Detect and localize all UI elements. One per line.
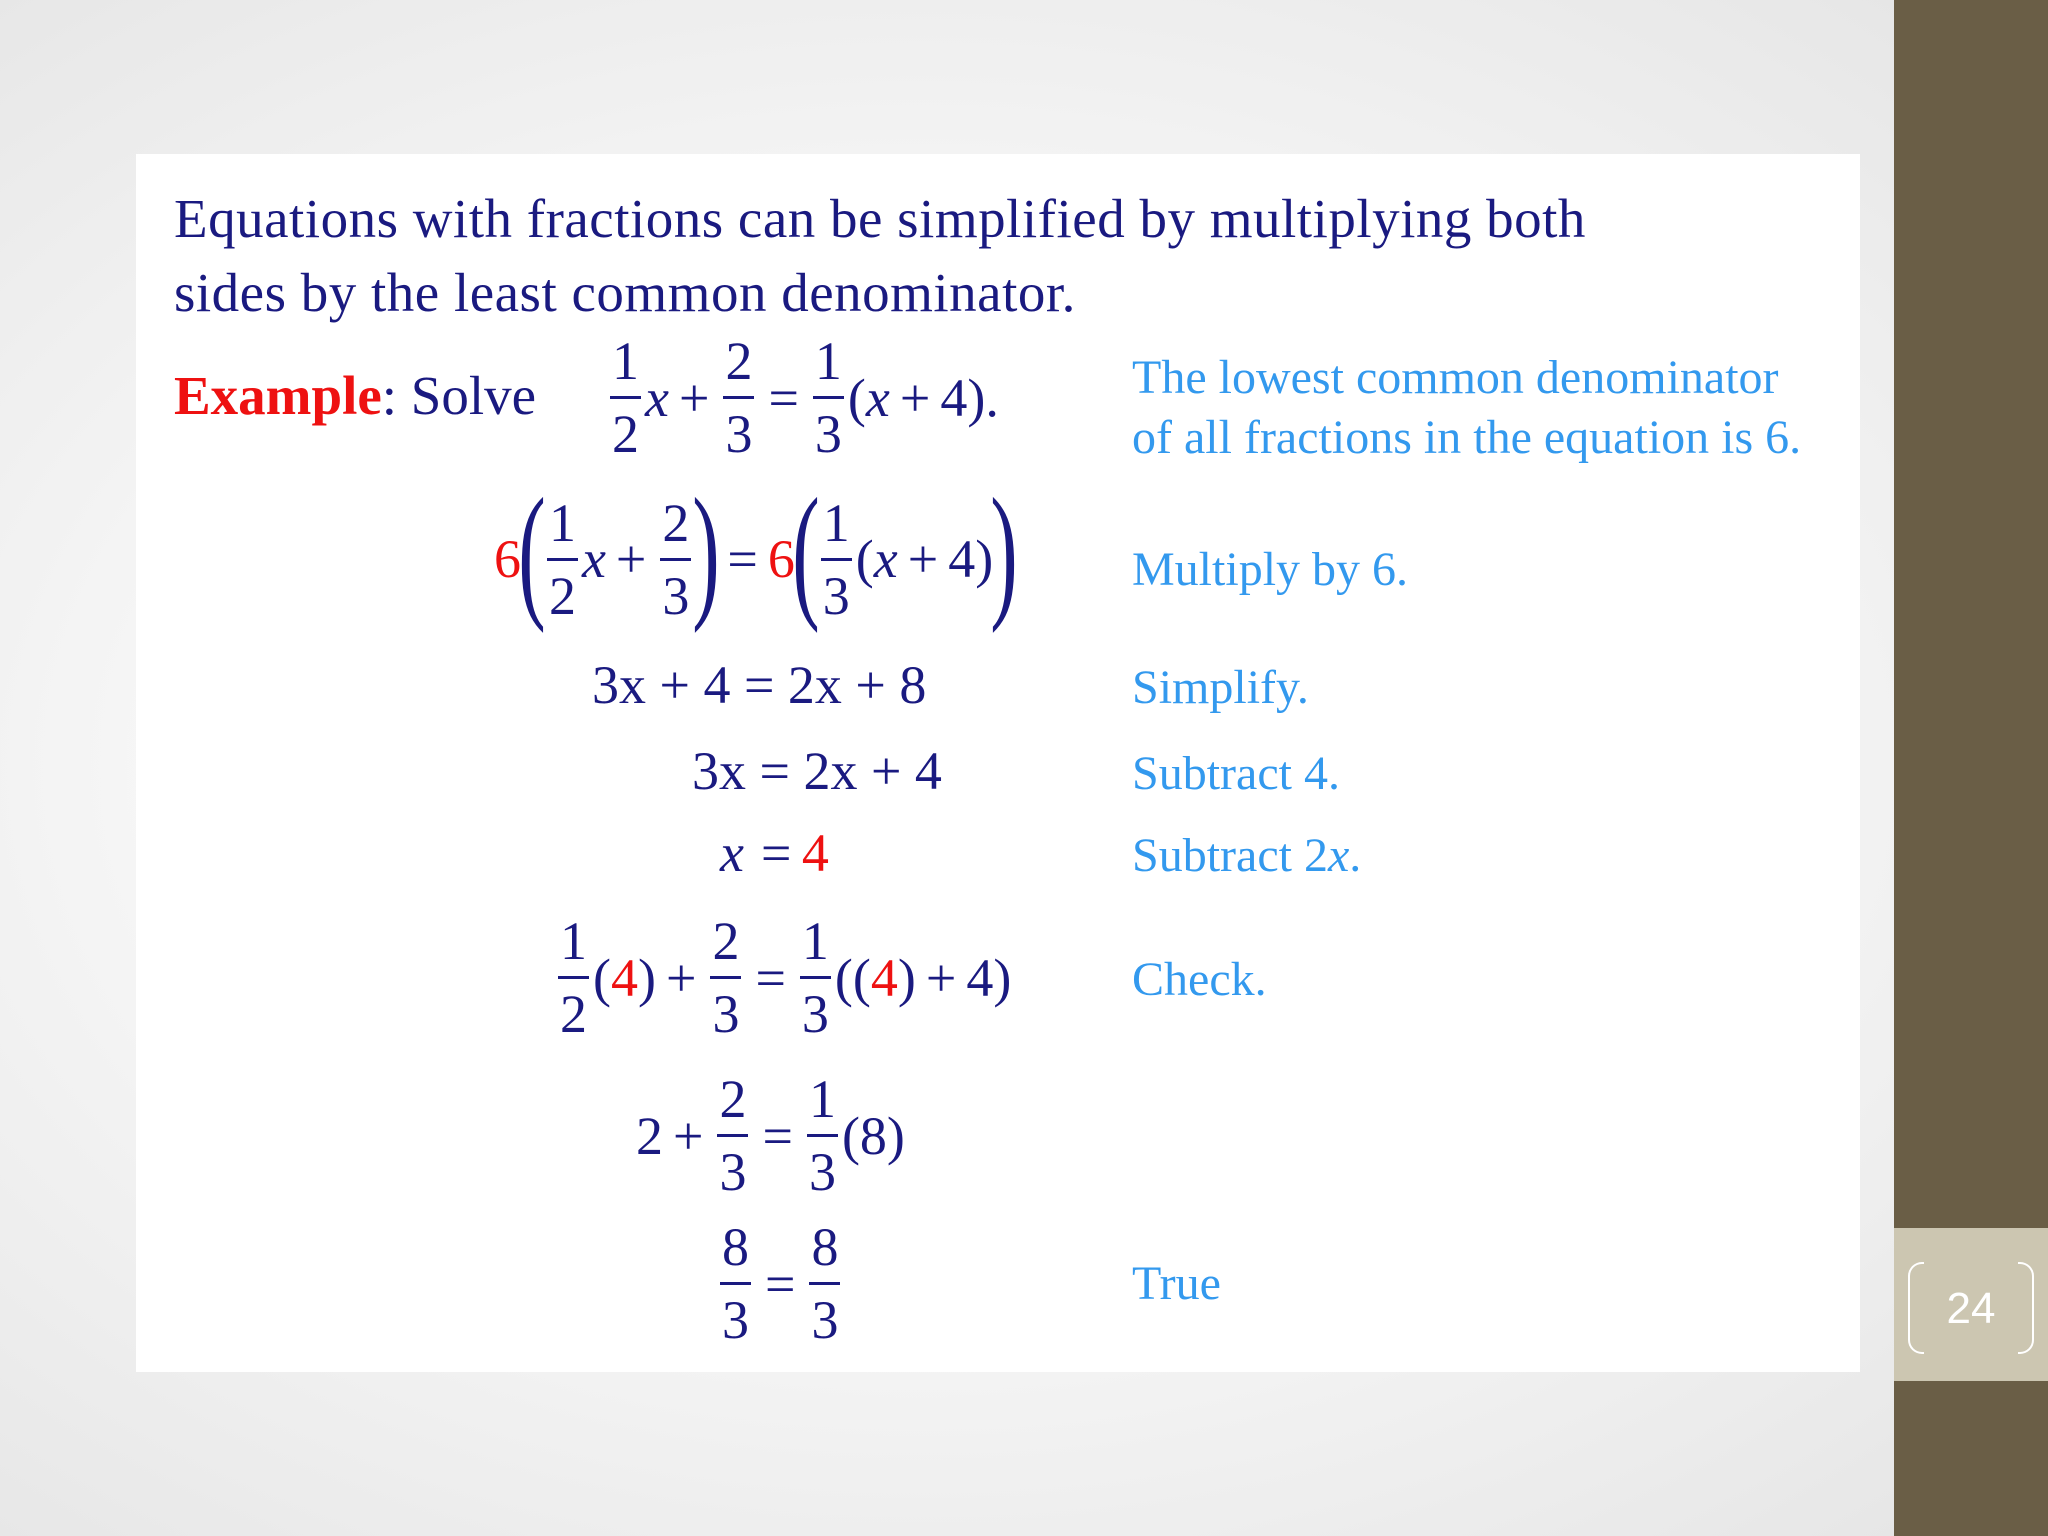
equation-simplified: 3x + 4 = 2x + 8 (592, 655, 927, 715)
fraction: $\frac{1}{2}$ (548, 492, 576, 626)
note-multiply: Multiply by 6. (1132, 543, 1409, 596)
note-check: Check. (1132, 953, 1267, 1006)
fraction: $\frac{8}{3}$ (811, 1217, 839, 1350)
equation-multiply: 6 ( $\frac{1}{2}$ x + $\frac{2}{3}$ ) = 6 ( $\frac{1}{3}$ ( x + 4 ) ) (494, 468, 1018, 634)
fraction: $\frac{1}{2}$ (560, 911, 587, 1044)
example-rest: : Solve (381, 365, 537, 426)
note-simplify: Simplify. (1132, 661, 1309, 714)
equation-check-simplified: 2 + $\frac{2}{3}$ = $\frac{1}{3}$ (8) (636, 1069, 905, 1202)
equation-check: $\frac{1}{2}$ ( 4 ) + $\frac{2}{3}$ = $\frac{1}{3}$ (( 4 ) + 4 ) (560, 911, 1012, 1044)
equation-subtract4: 3x = 2x + 4 (692, 741, 942, 801)
page-number: 24 (1946, 1284, 1996, 1333)
note-lcd-2: of all fractions in the equation is 6. (1132, 411, 1802, 464)
fraction: $\frac{1}{2}$ (612, 331, 639, 464)
note-subtract4: Subtract 4. (1132, 747, 1340, 800)
fraction: $\frac{2}{3}$ (725, 331, 753, 464)
fraction: $\frac{2}{3}$ (662, 492, 690, 626)
equation-original: $\frac{1}{2}$ x + $\frac{2}{3}$ = $\frac{1}{3}$ ( x + 4 ) . (612, 331, 999, 464)
intro-text (174, 182, 1586, 330)
fraction: $\frac{1}{3}$ (808, 1069, 836, 1202)
page-number-badge (1908, 1262, 2034, 1354)
intro-line-1: Equations with fractions can be simplified by multiplying both (174, 188, 1586, 249)
example-label (174, 364, 536, 427)
equation-solution: x = 4 (720, 823, 829, 883)
intro-line-2: sides by the least common denominator. (174, 262, 1076, 323)
example-keyword: Example (174, 365, 382, 426)
fraction: $\frac{1}{3}$ (814, 331, 842, 464)
equation-true: $\frac{8}{3}$ = $\frac{8}{3}$ (722, 1217, 839, 1350)
note-subtract2x: Subtract 2x. (1132, 829, 1362, 882)
fraction: $\frac{2}{3}$ (712, 911, 740, 1044)
fraction: $\frac{2}{3}$ (719, 1069, 747, 1202)
note-lcd-1: The lowest common denominator (1132, 351, 1779, 404)
fraction: $\frac{8}{3}$ (722, 1217, 749, 1350)
fraction: $\frac{1}{3}$ (822, 492, 850, 626)
slide-content (136, 154, 1860, 1372)
fraction: $\frac{1}{3}$ (801, 911, 829, 1044)
note-true: True (1132, 1257, 1221, 1310)
